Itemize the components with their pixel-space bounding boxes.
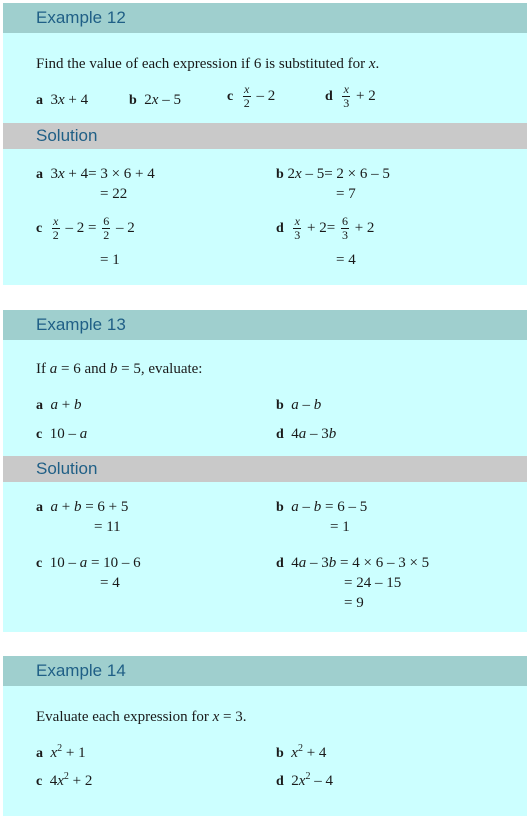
- example-13-part-a: a a + b: [36, 397, 82, 413]
- example-13-solution-d: d 4a – 3b = 4 × 6 – 3 × 5: [276, 555, 430, 571]
- example-12-solution-b: b 2x – 5= 2 × 6 – 5: [276, 166, 390, 182]
- example-12-title: Example 12: [36, 8, 126, 27]
- example-13-solution-b: b a – b = 6 – 5: [276, 499, 368, 515]
- example-12-prompt: Find the value of each expression if 6 is substituted for x.: [36, 56, 380, 72]
- example-14-header: [3, 656, 527, 686]
- example-12-solution-title: Solution: [36, 126, 98, 145]
- example-13-prompt: If a = 6 and b = 5, evaluate:: [36, 361, 203, 377]
- example-13-solution: [3, 482, 527, 632]
- example-14-question: [3, 686, 527, 816]
- example-12-solution-c-result: = 1: [100, 252, 120, 268]
- example-12: [3, 3, 527, 285]
- example-13-header: [3, 310, 527, 340]
- example-13-part-b: b a – b: [276, 397, 322, 413]
- example-12-solution-header: [3, 123, 527, 149]
- example-12-solution-d: d $\frac{x}{3}$ + 2= $\frac{6}{3}$ + 2: [276, 214, 375, 242]
- example-12-question: [3, 33, 527, 123]
- example-14-part-c: c $4x^2 + 2$: [36, 771, 93, 789]
- example-13-solution-d-result: = 9: [344, 595, 364, 611]
- example-13-solution-c-result: = 4: [100, 575, 120, 591]
- example-12-solution-a: a 3x + 4= 3 × 6 + 4: [36, 166, 155, 182]
- example-13-solution-c: c 10 – a = 10 – 6: [36, 555, 141, 571]
- example-13-title: Example 13: [36, 315, 126, 334]
- example-12-header: [3, 3, 527, 33]
- example-14-title: Example 14: [36, 661, 126, 680]
- example-12-part-d: d $\frac{x}{3}$ + 2: [325, 82, 376, 110]
- example-13-solution-header: [3, 456, 527, 482]
- example-14: [3, 656, 527, 816]
- example-14-part-b: b $x^2 + 4$: [276, 743, 327, 761]
- example-14-prompt: Evaluate each expression for x = 3.: [36, 709, 247, 725]
- example-12-solution-a-result: = 22: [100, 186, 128, 202]
- example-13-part-c: c 10 – a: [36, 426, 88, 442]
- example-13-solution-title: Solution: [36, 459, 98, 478]
- example-12-part-b: b 2x – 5: [129, 92, 181, 108]
- example-13-solution-d-step: = 24 – 15: [344, 575, 402, 591]
- example-14-part-d: d $2x^2 - 4$: [276, 771, 333, 789]
- example-13-part-d: d 4a – 3b: [276, 426, 337, 442]
- example-12-solution-b-result: = 7: [336, 186, 356, 202]
- example-13-solution-a-result: = 11: [94, 519, 121, 535]
- example-13-question: [3, 340, 527, 456]
- example-13: [3, 310, 527, 632]
- example-13-solution-b-result: = 1: [330, 519, 350, 535]
- example-12-part-c: c $\frac{x}{2}$ – 2: [227, 82, 276, 110]
- example-12-part-a: a 3x + 4: [36, 92, 89, 108]
- example-12-solution-d-result: = 4: [336, 252, 356, 268]
- example-12-solution-c: c $\frac{x}{2}$ – 2 = $\frac{6}{2}$ – 2: [36, 214, 135, 242]
- example-13-solution-a: a a + b = 6 + 5: [36, 499, 129, 515]
- example-12-solution: [3, 149, 527, 285]
- example-14-part-a: a $x^2 + 1$: [36, 743, 86, 761]
